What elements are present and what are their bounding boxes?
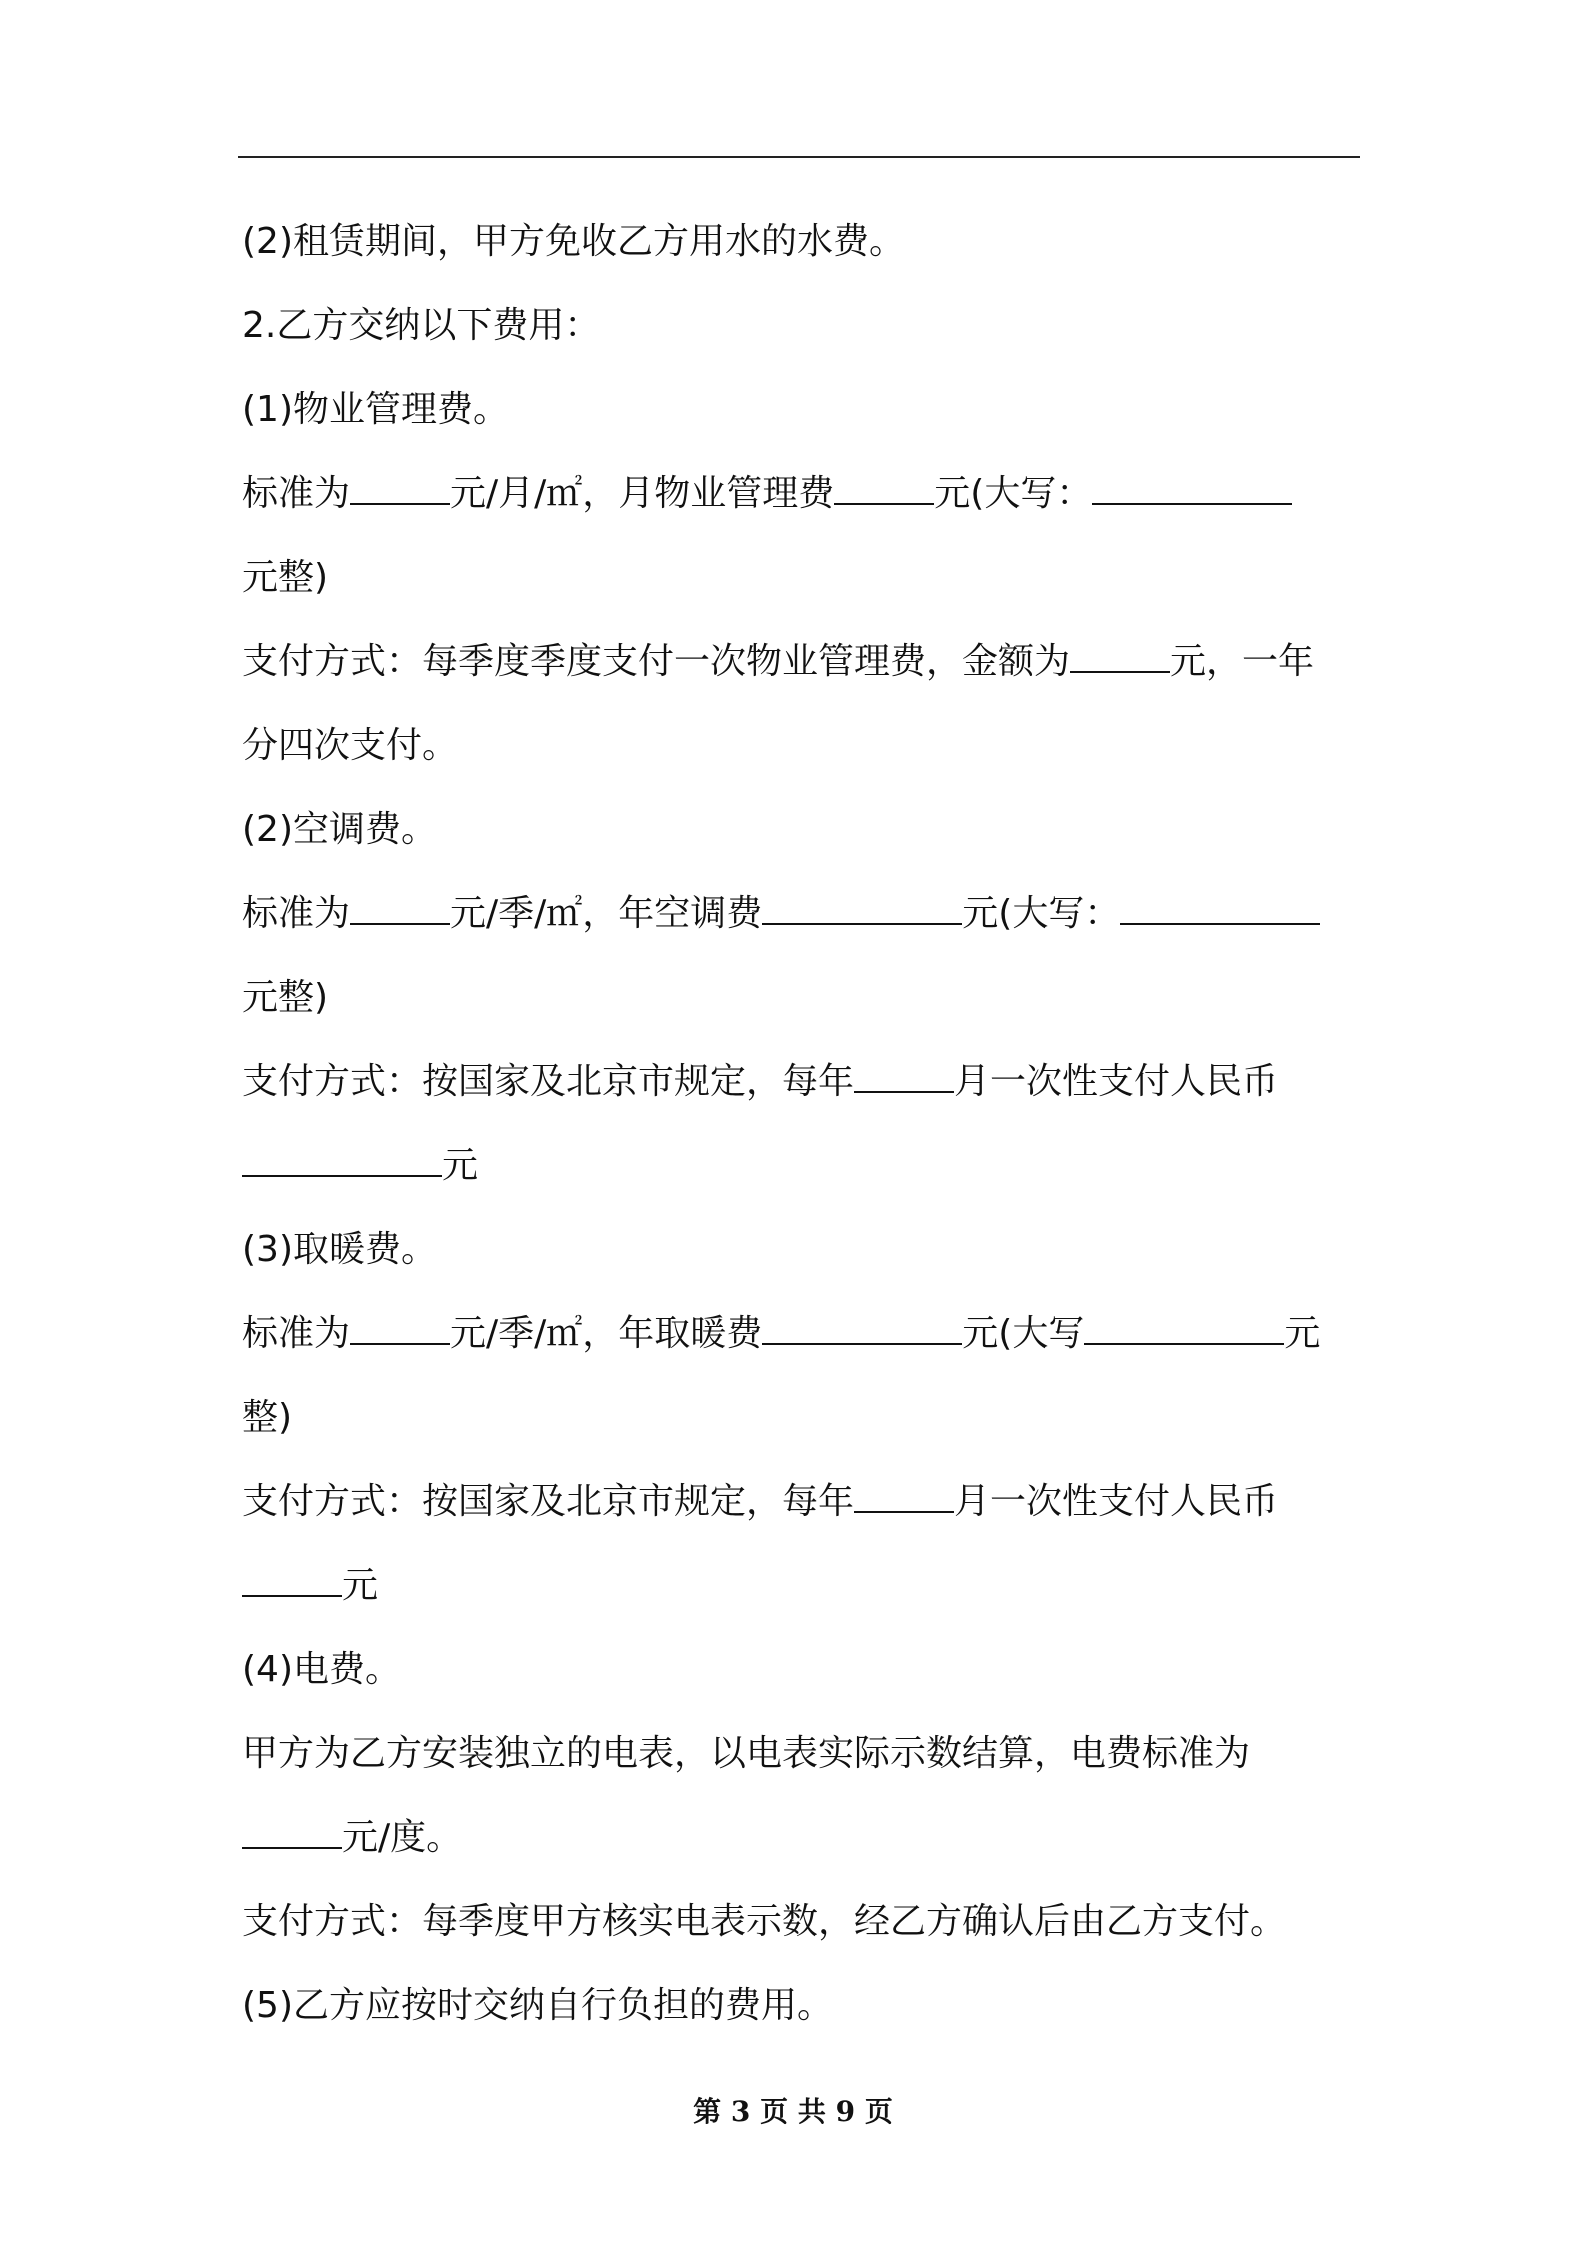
text-line: (2)租赁期间，甲方免收乙方用水的水费。 xyxy=(242,221,905,262)
text-line: (4)电费。 xyxy=(242,1649,401,1690)
text-line: 支付方式：每季度甲方核实电表示数，经乙方确认后由乙方支付。 xyxy=(242,1901,1287,1942)
fill-blank xyxy=(350,473,450,505)
fill-blank xyxy=(1084,1313,1284,1345)
fill-blank xyxy=(242,1565,342,1597)
text-line: 支付方式：按国家及北京市规定，每年 月一次性支付人民币 xyxy=(242,1481,1279,1522)
header-rule xyxy=(238,156,1360,158)
text-line: 支付方式：按国家及北京市规定，每年 月一次性支付人民币 xyxy=(242,1061,1279,1102)
page-number: 第 3 页 共 9 页 xyxy=(693,2095,893,2128)
text-line: 元整) xyxy=(242,557,329,598)
fill-blank xyxy=(1070,641,1170,673)
fill-blank xyxy=(242,1145,442,1177)
text-line: 标准为 元/季/㎡，年空调费 元(大写： xyxy=(242,872,1362,956)
text-line: 标准为 元/月/㎡，月物业管理费 元(大写： xyxy=(242,452,1362,536)
fill-blank xyxy=(242,1817,342,1849)
text-line: 甲方为乙方安装独立的电表，以电表实际示数结算，电费标准为 xyxy=(242,1733,1251,1774)
fill-blank xyxy=(834,473,934,505)
fill-blank xyxy=(762,893,962,925)
text-line: 标准为 元/季/㎡，年取暖费 元(大写 元 xyxy=(242,1313,1321,1354)
text-line: 2.乙方交纳以下费用： xyxy=(242,305,601,346)
text-line: (2)空调费。 xyxy=(242,809,437,850)
text-line: 元 xyxy=(242,1124,1362,1208)
text-line: (1)物业管理费。 xyxy=(242,389,509,430)
fill-blank xyxy=(1120,893,1320,925)
document-body xyxy=(242,200,1362,2048)
text-line: 元整) xyxy=(242,977,329,1018)
fill-blank xyxy=(1092,473,1292,505)
text-line: (5)乙方应按时交纳自行负担的费用。 xyxy=(242,1985,833,2026)
fill-blank xyxy=(350,1313,450,1345)
fill-blank xyxy=(350,893,450,925)
text-line: 元 xyxy=(242,1544,1362,1628)
text-line: 支付方式：每季度季度支付一次物业管理费，金额为 元，一年 xyxy=(242,641,1315,682)
fill-blank xyxy=(854,1061,954,1093)
text-line: 分四次支付。 xyxy=(242,725,459,766)
text-line: (3)取暖费。 xyxy=(242,1229,437,1270)
text-line: 元/度。 xyxy=(242,1796,1362,1880)
fill-blank xyxy=(762,1313,962,1345)
fill-blank xyxy=(854,1481,954,1513)
text-line: 整) xyxy=(242,1397,293,1438)
